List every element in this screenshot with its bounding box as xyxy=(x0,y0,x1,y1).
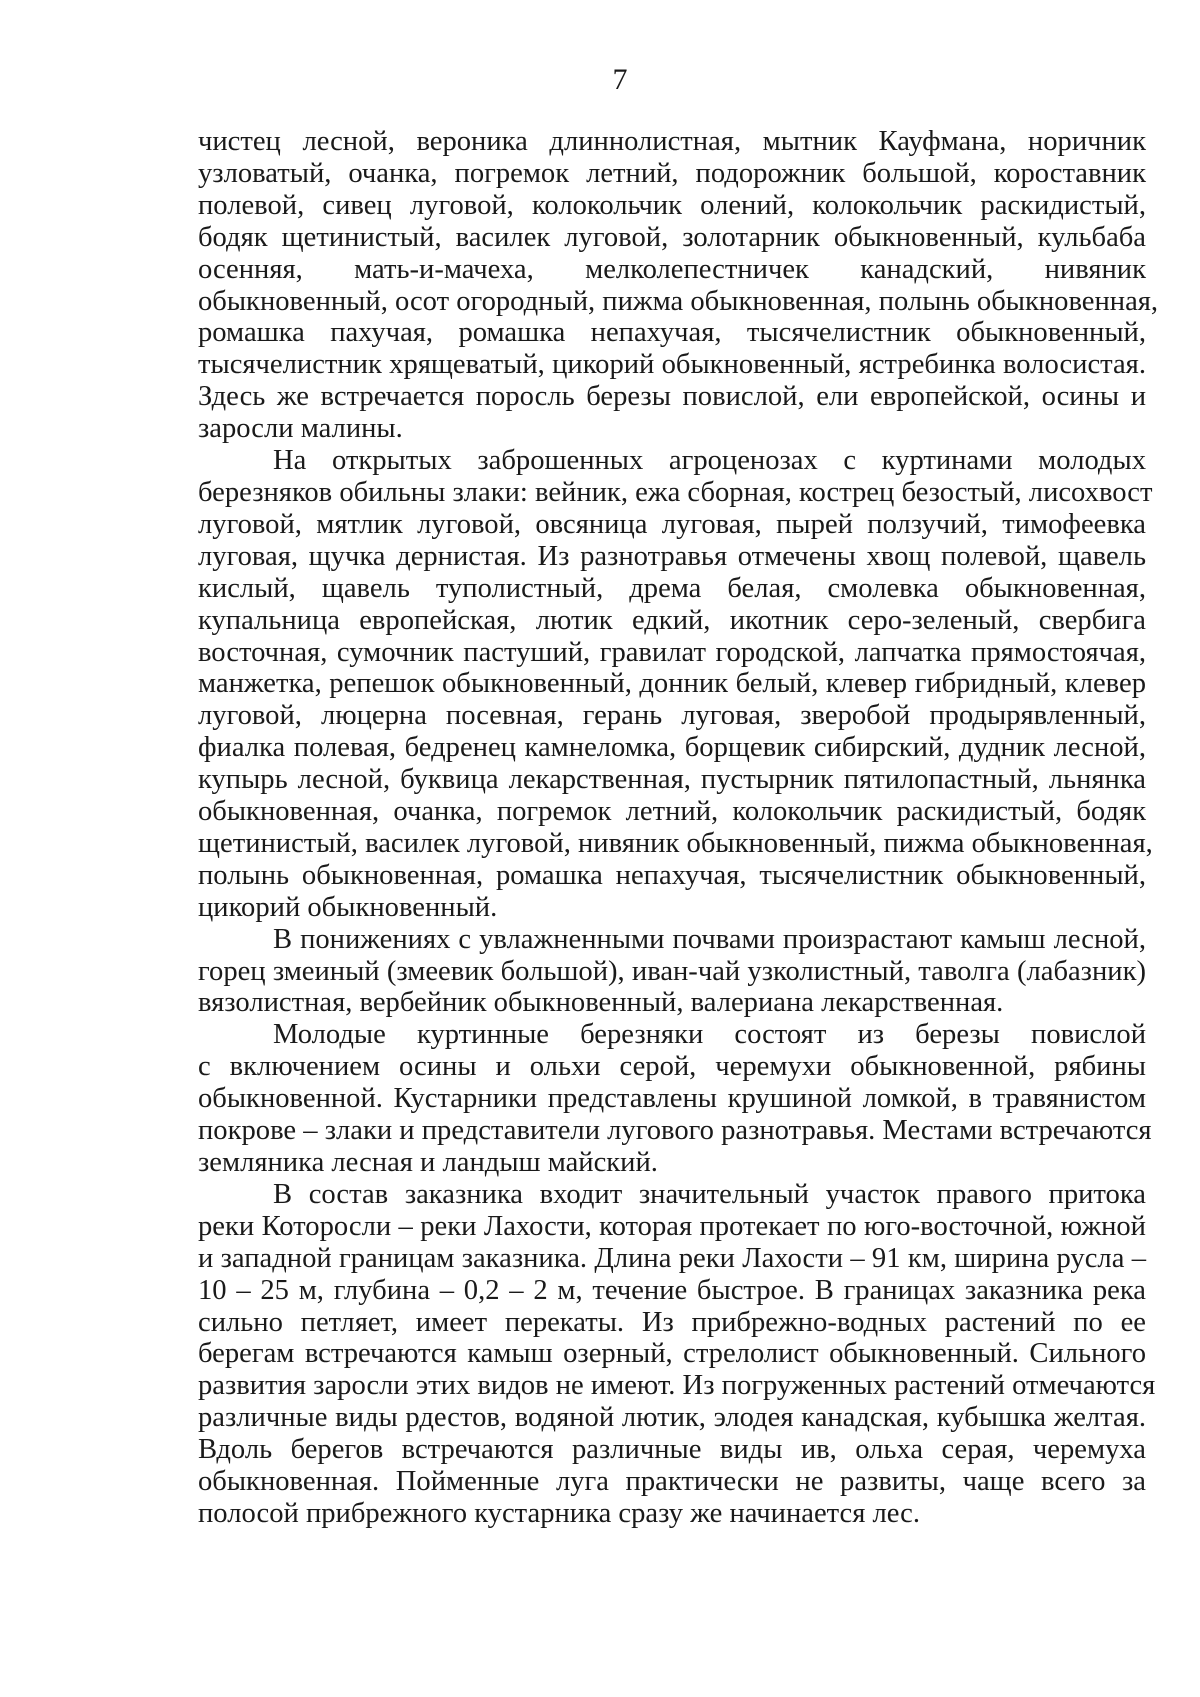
text-line: Молодые куртинные березняки состоят из березы повислой xyxy=(273,1019,1146,1051)
text-line: покрове – злаки и представители лугового разнотравья. Местами встречаются xyxy=(198,1115,1152,1147)
text-line: тысячелистник хрящеватый, цикорий обыкновенный, ястребинка волосистая. xyxy=(198,349,1146,381)
text-line: манжетка, репешок обыкновенный, донник белый, клевер гибридный, клевер xyxy=(198,668,1146,700)
text-line: чистец лесной, вероника длиннолистная, мытник Кауфмана, норичник xyxy=(198,126,1146,157)
text-line: обыкновенный, осот огородный, пижма обыкновенная, полынь обыкновенная, xyxy=(198,285,1159,317)
text-line: полевой, сивец луговой, колокольчик олений, колокольчик раскидистый, xyxy=(198,189,1146,221)
text-line: Здесь же встречается поросль березы повислой, ели европейской, осины и xyxy=(198,381,1146,413)
text-line: земляника лесная и ландыш майский. xyxy=(198,1147,658,1178)
text-line: На открытых заброшенных агроценозах с куртинами молодых xyxy=(273,445,1146,477)
text-line: вязолистная, вербейник обыкновенный, валериана лекарственная. xyxy=(198,987,1004,1019)
paragraph-p2 xyxy=(198,445,1153,924)
text-line: различные виды рдестов, водяной лютик, элодея канадская, кубышка желтая. xyxy=(198,1402,1146,1434)
document-body xyxy=(198,126,1159,1530)
text-line: фиалка полевая, бедренец камнеломка, борщевик сибирский, дудник лесной, xyxy=(198,732,1146,764)
text-line: В состав заказника входит значительный участок правого притока xyxy=(273,1178,1146,1210)
text-line: заросли малины. xyxy=(198,413,403,445)
text-line: обыкновенная. Пойменные луга практически не развиты, чаще всего за xyxy=(198,1466,1146,1498)
text-line: восточная, сумочник пастуший, гравилат городской, лапчатка прямостоячая, xyxy=(198,636,1146,668)
text-line: щетинистый, василек луговой, нивяник обыкновенный, пижма обыкновенная, xyxy=(198,827,1153,859)
text-line: обыкновенной. Кустарники представлены крушиной ломкой, в травянистом xyxy=(198,1083,1146,1115)
text-line: реки Которосли – реки Лахости, которая протекает по юго-восточной, южной xyxy=(198,1210,1146,1242)
text-line: луговой, мятлик луговой, овсяница луговая, пырей ползучий, тимофеевка xyxy=(198,508,1146,540)
text-line: луговой, люцерна посевная, герань луговая, зверобой продырявленный, xyxy=(198,700,1146,732)
text-line: развития заросли этих видов не имеют. Из погруженных растений отмечаются xyxy=(198,1370,1156,1402)
paragraph-p1 xyxy=(198,126,1159,445)
text-line: кислый, щавель туполистный, дрема белая, смолевка обыкновенная, xyxy=(198,572,1146,604)
text-line: луговая, щучка дернистая. Из разнотравья отмечены хвощ полевой, щавель xyxy=(198,540,1146,572)
text-line: купальница европейская, лютик едкий, икотник серо-зеленый, свербига xyxy=(198,604,1146,636)
text-line: обыкновенная, очанка, погремок летний, колокольчик раскидистый, бодяк xyxy=(198,796,1146,828)
page-number: 7 xyxy=(612,63,628,96)
text-line: полосой прибрежного кустарника сразу же начинается лес. xyxy=(198,1497,921,1529)
paragraph-p5 xyxy=(198,1178,1156,1530)
text-line: В понижениях с увлажненными почвами произрастают камыш лесной, xyxy=(273,923,1146,955)
text-line: Вдоль берегов встречаются различные виды ив, ольха серая, черемуха xyxy=(198,1434,1146,1466)
text-line: сильно петляет, имеет перекаты. Из прибрежно-водных растений по ее xyxy=(198,1306,1146,1338)
text-line: 10 – 25 м, глубина – 0,2 – 2 м, течение быстрое. В границах заказника река xyxy=(198,1274,1146,1306)
text-line: купырь лесной, буквица лекарственная, пустырник пятилопастный, льнянка xyxy=(198,764,1146,796)
text-line: полынь обыкновенная, ромашка непахучая, тысячелистник обыкновенный, xyxy=(198,859,1146,891)
text-line: с включением осины и ольхи серой, черемухи обыкновенной, рябины xyxy=(198,1051,1146,1083)
text-line: березняков обильны злаки: вейник, ежа сборная, кострец безостый, лисохвост xyxy=(198,476,1153,508)
paragraph-p3 xyxy=(198,924,1146,1020)
text-line: ромашка пахучая, ромашка непахучая, тысячелистник обыкновенный, xyxy=(198,317,1146,349)
text-line: берегам встречаются камыш озерный, стрелолист обыкновенный. Сильного xyxy=(198,1338,1146,1370)
text-line: осенняя, мать-и-мачеха, мелколепестничек канадский, нивяник xyxy=(198,253,1146,285)
text-line: горец змеиный (змеевик большой), иван-чай узколистный, таволга (лабазник) xyxy=(198,955,1146,987)
paragraph-p4 xyxy=(198,1019,1152,1179)
text-line: узловатый, очанка, погремок летний, подорожник большой, короставник xyxy=(198,157,1146,189)
text-line: бодяк щетинистый, василек луговой, золотарник обыкновенный, кульбаба xyxy=(198,221,1146,253)
text-line: цикорий обыкновенный. xyxy=(198,891,498,923)
text-line: и западной границам заказника. Длина реки Лахости – 91 км, ширина русла – xyxy=(198,1242,1146,1274)
